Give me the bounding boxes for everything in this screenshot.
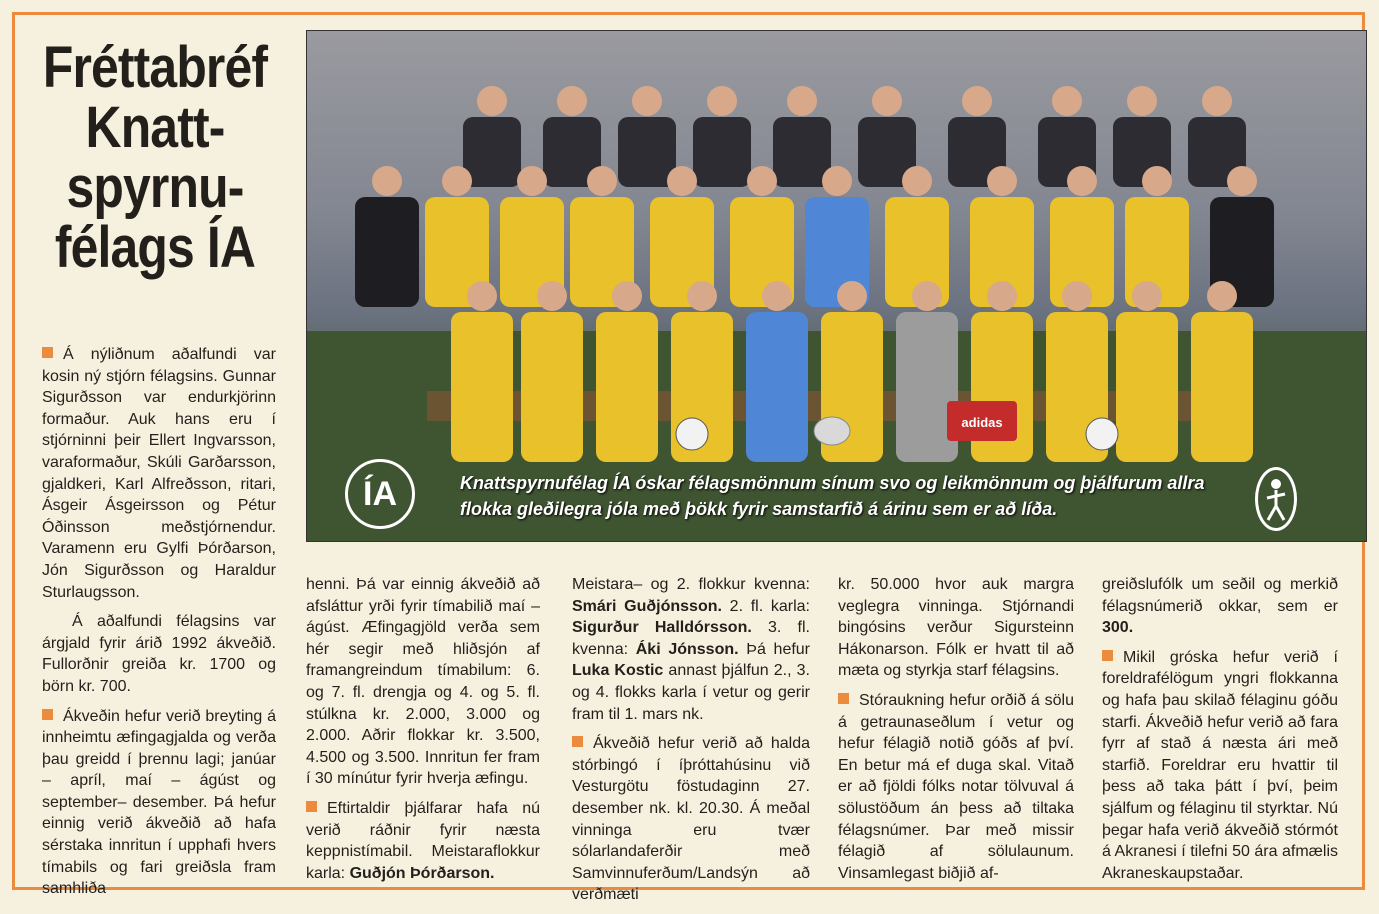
paragraph-text: Eftirtaldir þjálfarar hafa nú verið ráðnir fyrir næsta keppnistímabil. Meistaraflokkur karla: [306,799,540,882]
text: Þá hefur [746,640,811,658]
paragraph-text: greiðslufólk um seðil og merkið félagsnúmerið okkar, sem er [1102,576,1338,615]
bullet-square-icon [42,347,53,358]
paragraph-text: Ákveðin hefur verið breyting á innheimtu æfingagjalda og verða þau greidd í þrennu lagi; janúar – apríl, maí – ágúst og september– desember. Þá hefur einnig verið ákveðið að hafa sérstaka innritun í upphafi hvers tímabils og fari greiðsla fram samhliða [42,707,276,898]
runner-icon [1258,470,1294,528]
paragraph [306,798,540,884]
person-figure [1116,281,1178,462]
paragraph-text: Stóraukning hefur orðið á sölu á getraunaseðlum í vetur og hefur félagið notið góðs af því. En betur má ef duga skal. Vitað er að fjöldi fólks notar tölvuval á sölustöðum án þess að tiltaka félagsnúmer. Þar með missir félagið af sölulaunum. Vinsamlegast biðjið af- [838,691,1074,882]
trophy [814,417,850,445]
person-figure [355,166,419,307]
team-photo [306,30,1367,542]
ia-emblem: ÍA [345,459,415,529]
coach-name: Áki Jónsson. [635,640,739,658]
paragraph [1102,647,1338,885]
person-figure [1191,281,1253,462]
paragraph [306,574,540,790]
coach-name: Luka Kostic [572,662,664,680]
coach-name: Guðjón Þórðarson. [349,864,495,882]
person-figure [521,281,583,462]
headline-line: félags ÍA [54,215,256,280]
text: 2. fl. karla: [729,597,810,615]
paragraph [572,574,810,725]
bullet-square-icon [306,801,317,812]
person-figure [451,281,513,462]
person-figure [618,86,676,187]
column-2 [306,574,540,892]
person-figure [596,281,658,462]
bullet-square-icon [838,693,849,704]
paragraph [838,690,1074,884]
paragraph-text: henni. Þá var einnig ákveðið að afsláttur yrði fyrir tímabilið maí – ágúst. Æfingagjöld verða sem hér segir með hliðsjón af framangreindum tímabilum: 6. og 7. fl. drengja og 4. og 5. fl. stúlkna kr. 2.000, 3.000 og 2.000. Aðrir flokkar kr. 3.500, 4.500 og 3.500. Innritun fer fram í 30 mínútur fyrir hverja æfingu. [306,576,540,788]
football [676,418,708,450]
headline-line: Fréttabréf [42,35,268,100]
team-photo-illustration [307,31,1366,541]
photo-caption: Knattspyrnufélag ÍA óskar félagsmönnum sínum svo og leikmönnum og þjálfurum allra flokka gleðilegra jóla með þökk fyrir samstarfið á árinu sem er að líða. [460,473,1205,519]
club-number: 300. [1102,619,1134,637]
paragraph [42,611,276,697]
coach-name: Smári Guðjónsson. [572,597,722,615]
person-figure [693,86,751,187]
paragraph [1102,574,1338,639]
headline [39,35,271,280]
headline-line: spyrnu- [66,155,244,220]
paragraph-text: Á nýliðnum aðalfundi var kosin ný stjórn félagsins. Gunnar Sigurðsson var endurkjörinn formaður. Auk hans eru í stjórninni þeir Ellert Ingvarsson, varaformaður, Skúli Garðarsson, gjaldkeri, Karl Alfreðsson, ritari, Ásgeir Ásgeirsson og Pétur Óðinsson meðstjórnendur. Varamenn eru Gylfi Þórðarson, Jón Sigurðsson og Haraldur Sturlaugsson. [42,346,276,601]
bullet-square-icon [42,709,53,720]
runner-emblem [1255,467,1297,531]
coach-name: Sigurður Halldórsson. [572,619,752,637]
column-4 [838,574,1074,892]
headline-line: Knatt- [85,95,225,160]
person-figure [773,86,831,187]
column-3 [572,574,810,914]
text: 3. fl. kvenna: [572,619,810,658]
text: annast þjálfun 2., 3. og 4. flokks karla í vetur og gerir fram til 1. mars nk. [572,662,810,723]
text: Meistara– og 2. flokkur kvenna: [572,576,810,593]
bag-label: adidas [961,415,1003,430]
bullet-square-icon [572,736,583,747]
person-figure [746,281,808,462]
person-figure [463,86,521,187]
football [1086,418,1118,450]
paragraph [42,706,276,900]
bullet-square-icon [1102,650,1113,661]
column-1 [42,344,276,908]
column-5 [1102,574,1338,892]
paragraph [572,733,810,906]
paragraph [42,344,276,603]
paragraph-text: Ákveðið hefur verið að halda stórbingó í íþróttahúsinu við Vesturgötu föstudaginn 27. desember nk. kl. 20.30. Á meðal vinninga eru tvær sólarlandaferðir með Samvinnuferðum/Landsýn að verðmæti [572,735,810,904]
paragraph [838,574,1074,682]
paragraph-text: Á aðalfundi félagsins var árgjald fyrir árið 1992 ákveðið. Fullorðnir greiða kr. 1700 og börn kr. 700. [42,613,276,695]
paragraph-text: Mikil gróska hefur verið í foreldrafélögum yngri flokkanna og hafa þau skilað félaginu góðu starfi. Ákveðið hefur verið að fara fyrr af stað á næsta ári með starfið. Foreldrar eru hvattir til þess að taka þátt í því, þeim sjálfum og félaginu til styrktar. Nú þegar hafa verið ákveðið stórmót á Akranesi í tilefni 50 ára afmælis Akraneskaupstaðar. [1102,648,1338,882]
paragraph-text: kr. 50.000 hvor auk margra veglegra vinninga. Stjórnandi bingósins verður Sigursteinn Hákonarson. Fólk er hvatt til að mæta og styrkja starf félagsins. [838,576,1074,680]
